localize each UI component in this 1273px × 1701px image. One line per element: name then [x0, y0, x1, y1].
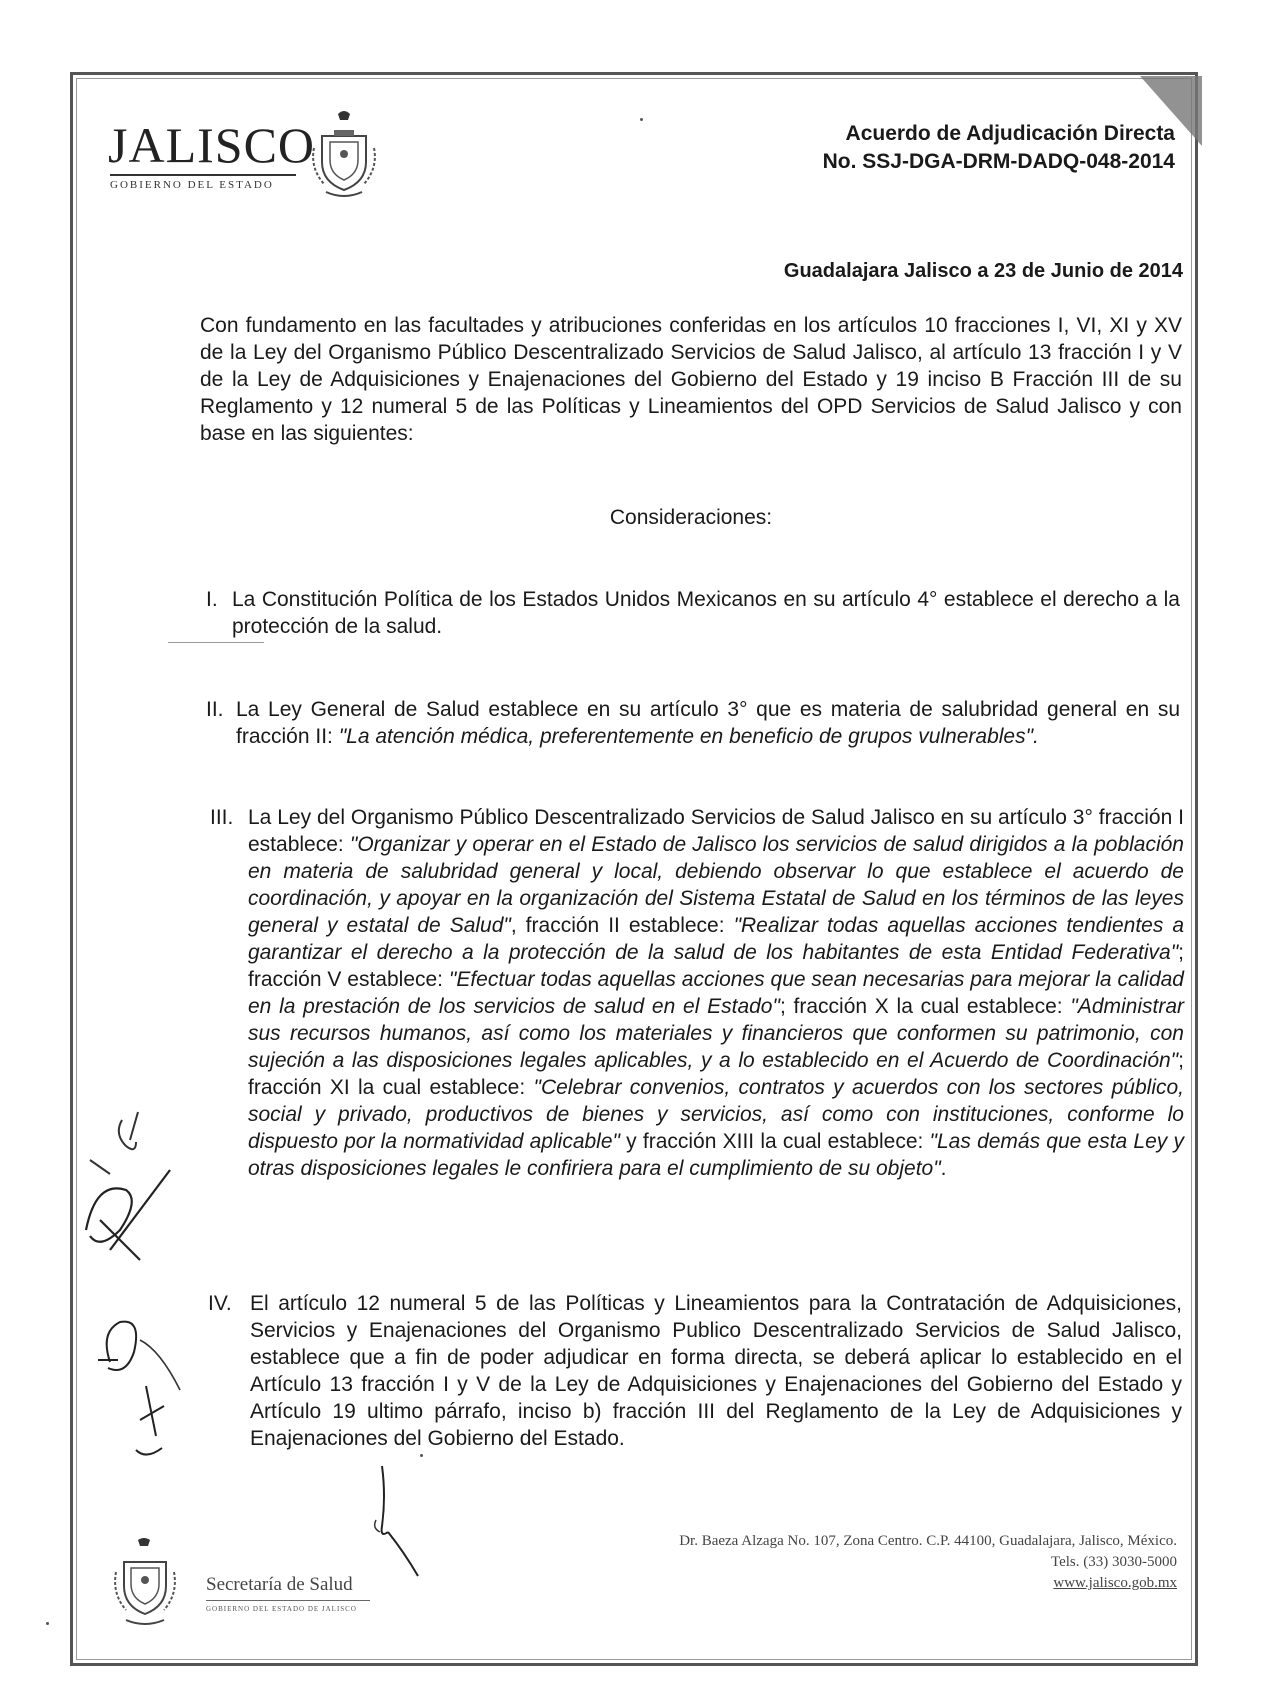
footer-crest-icon — [110, 1536, 180, 1628]
consideration-item — [206, 586, 1180, 640]
footer-phone: Tels. (33) 3030-5000 — [1050, 1554, 1177, 1570]
item-text-part: ; fracción XI la cual establece: — [248, 1049, 1184, 1099]
item-number: III. — [210, 806, 234, 829]
item-quote: "Organizar y operar en el Estado de Jalisco los servicios de salud dirigidos a la población en materia de salubridad general y local, debiendo observar lo que establece el acuerdo de coordinación, y apoyar en la organización del Sistema Estatal de Salud en los términos de las leyes general y estatal de Salud" — [248, 833, 1184, 937]
item-text: El artículo 12 numeral 5 de las Políticas y Lineamientos para la Contratación de Adquisiciones, Servicios y Enajenaciones del Organismo Publico Descentralizado Servicios de Salud Jalisco, establece que a fin de poder adjudicar en forma directa, se deberá aplicar lo establecido en el Artículo 13 fracción I y V de la Ley de Adquisiciones y Enajenaciones del Gobierno del Estado y Artículo 19 ultimo párrafo, inciso b) fracción III del Reglamento de la Ley de Adquisiciones y Enajenaciones del Gobierno del Estado. — [250, 1292, 1182, 1450]
department-rule — [206, 1600, 370, 1601]
item-text — [248, 804, 1184, 1182]
item-quote: "Las demás que esta Ley y otras disposiciones legales le confiriera para el cumplimiento de su objeto" — [248, 1130, 1184, 1180]
item-text-part: ; fracción X la cual establece: — [779, 995, 1071, 1018]
consideration-item — [208, 1290, 1182, 1452]
scan-speck — [420, 1454, 423, 1457]
item-number: IV. — [208, 1292, 232, 1315]
place-and-date: Guadalajara Jalisco a 23 de Junio de 2014 — [783, 260, 1183, 282]
department-subtitle: GOBIERNO DEL ESTADO DE JALISCO — [206, 1605, 357, 1613]
scan-speck — [46, 1622, 49, 1625]
item-quote: "Celebrar convenios, contratos y acuerdos con los sectores público, social y privado, productivos de bienes y servicios, así como con instituciones, conforme lo dispuesto por la normatividad aplicable" — [248, 1076, 1184, 1153]
document-type: Acuerdo de Adjudicación Directa — [845, 122, 1175, 145]
item-quote: "Administrar sus recursos humanos, así como los materiales y financieros que conformen su patrimonio, con sujeción a las disposiciones legales aplicables, y a lo establecido en el Acuerdo de Coordinación" — [248, 995, 1185, 1072]
signature-mark-icon — [372, 1462, 432, 1582]
footer-website-link[interactable]: www.jalisco.gob.mx — [1053, 1575, 1177, 1591]
item-text-part: y fracción XIII la cual establece: — [619, 1130, 930, 1153]
item-number: I. — [206, 588, 218, 611]
department-signature — [206, 1574, 370, 1613]
item-quote: "La atención médica, preferentemente en beneficio de grupos vulnerables". — [338, 725, 1039, 748]
section-title — [200, 506, 1182, 530]
item-text — [236, 696, 1180, 750]
state-crest-icon — [308, 108, 380, 200]
item-quote: "Efectuar todas aquellas acciones que sean necesarias para mejorar la calidad en la prestación de los servicios de salud en el Estado" — [248, 968, 1184, 1018]
item-text-part: ; fracción V establece: — [248, 941, 1184, 991]
item-quote: "Realizar todas aquellas acciones tendientes a garantizar el derecho a la protección de la salud de los habitantes de esta Entidad Federativa" — [248, 914, 1185, 964]
item-number: II. — [206, 698, 224, 721]
document-number: No. SSJ-DGA-DRM-DADQ-048-2014 — [822, 150, 1175, 173]
scan-speck — [640, 118, 643, 121]
logo-subtitle: GOBIERNO DEL ESTADO — [110, 179, 274, 191]
handwritten-initials-icon — [70, 1100, 210, 1480]
item-text-part: . — [940, 1157, 947, 1180]
legal-basis-paragraph: Con fundamento en las facultades y atribuciones conferidas en los artículos 10 fracciones I, VI, XI y XV de la Ley del Organismo Público Descentralizado Servicios de Salud Jalisco, al artículo 13 fracción I y V de la Ley de Adquisiciones y Enajenaciones del Gobierno del Estado y 19 inciso B Fracción III de su Reglamento y 12 numeral 5 de las Políticas y Lineamientos del OPD Servicios de Salud Jalisco y con base en las siguientes: — [200, 314, 1182, 445]
jalisco-logo — [108, 112, 398, 202]
consideration-item — [206, 696, 1180, 750]
department-name: Secretaría de Salud — [206, 1574, 353, 1595]
considerations-heading: Consideraciones: — [609, 506, 773, 529]
footer-address: Dr. Baeza Alzaga No. 107, Zona Centro. C.P. 44100, Guadalajara, Jalisco, México. — [679, 1533, 1177, 1549]
logo-rule — [110, 174, 296, 176]
agreement-reference — [823, 120, 1175, 176]
item-text-part: La Ley del Organismo Público Descentralizado Servicios de Salud Jalisco en su artículo 3° fracción I establece: — [248, 806, 1184, 856]
item-text-part: , fracción II establece: — [510, 914, 734, 937]
footer-contact — [679, 1531, 1177, 1594]
item-text: La Constitución Política de los Estados Unidos Mexicanos en su artículo 4° establece el derecho a la protección de la salud. — [232, 588, 1180, 638]
item-lead-text: La Ley General de Salud establece en su artículo 3° que es materia de salubridad general en su fracción II: — [236, 698, 1180, 748]
scan-line — [168, 642, 264, 643]
consideration-item — [210, 804, 1184, 1182]
logo-wordmark: JALISCO — [108, 117, 316, 173]
